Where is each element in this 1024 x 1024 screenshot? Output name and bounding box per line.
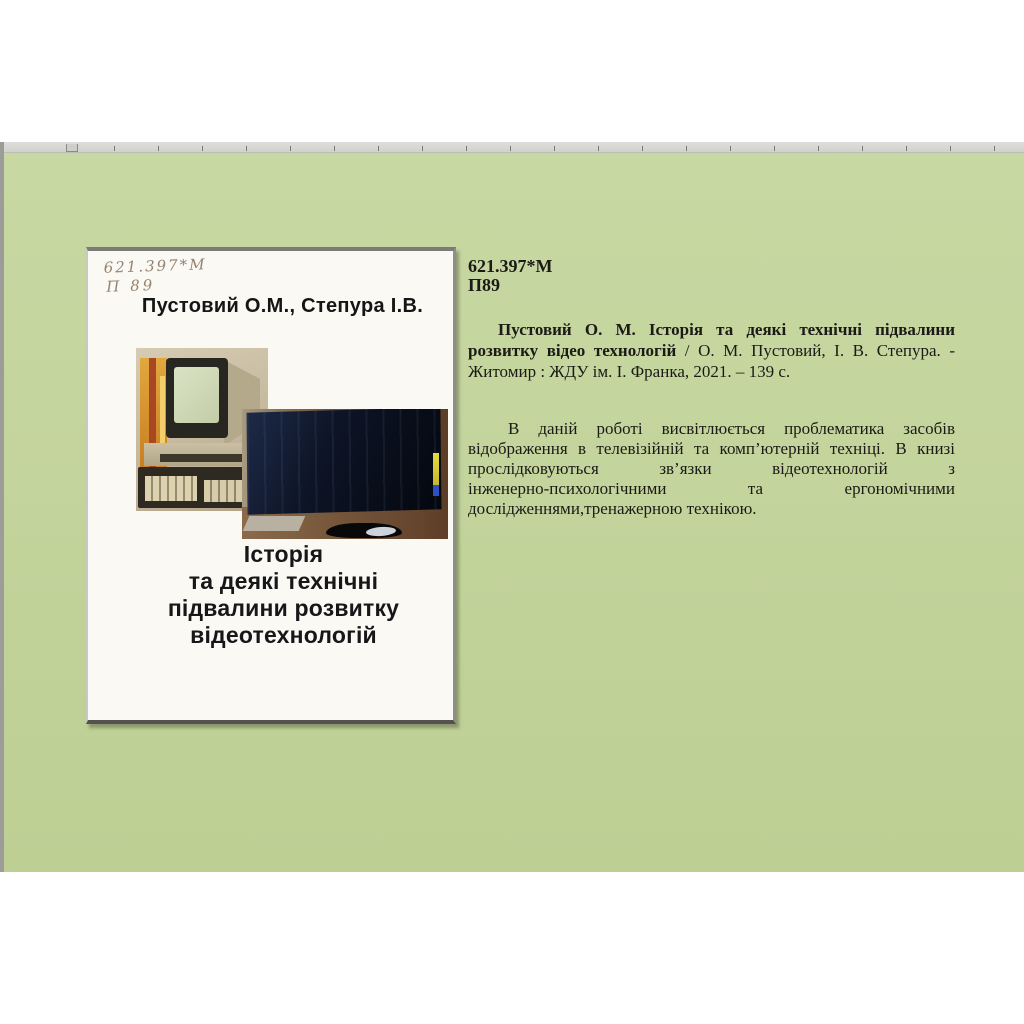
cover-title-line: підвалини розвитку (167, 595, 400, 621)
annotation-line: відображення в телевізійній та комп’ютерній техніці. В книзі (468, 439, 955, 458)
handwritten-cutter: П 89 (106, 276, 156, 296)
crt-monitor-shape (166, 358, 228, 438)
keyboard-shape (243, 516, 306, 531)
ruler-indent-marker[interactable] (66, 144, 78, 152)
blue-strip-shape (433, 485, 439, 496)
cover-title-line: відеотехнологій (190, 622, 377, 648)
annotation-line: дослідженнями,тренажерною технікою. (468, 499, 757, 518)
horizontal-ruler (0, 142, 1024, 153)
unit-slot-shape (160, 454, 246, 462)
cutter-number: П89 (468, 275, 501, 295)
cover-authors: Пустовий О.М., Степура І.В. (141, 295, 424, 317)
keypad-block-shape (145, 476, 197, 501)
classmark: 621.397*М (468, 256, 553, 276)
stand-glint-shape (366, 526, 397, 537)
handwritten-classmark: 621.397*М (103, 255, 207, 277)
monitor-stand-shape (326, 523, 402, 538)
citation-line (468, 340, 955, 361)
citation-paragraph (468, 319, 955, 382)
cover-title-line: та деякі технічні (188, 568, 379, 594)
annotation-line: інженерно-психологічними та ергономічними (468, 479, 955, 498)
citation-line: Пустовий О. М. Історія та деякі технічні підвалини (498, 320, 955, 339)
citation-line: Житомир : ЖДУ ім. І. Франка, 2021. – 139 с. (468, 362, 791, 381)
citation-title-bold: розвитку відео технологій (468, 341, 677, 360)
book-cover (86, 247, 456, 724)
citation-authors: / О. М. Пустовий, І. В. Степура. - (676, 341, 955, 360)
annotation-line: В даній роботі висвітлюється проблематика засобів (508, 419, 955, 438)
flat-screen-shape (247, 409, 442, 515)
ruler-ticks (71, 146, 1021, 151)
annotation-line: прослідковуються зв’язки відеотехнологій з (468, 459, 955, 478)
cover-title (88, 541, 453, 649)
handwritten-shelf-mark (103, 255, 207, 297)
bibliographic-description (468, 257, 955, 519)
cover-title-line: Історія (243, 541, 324, 567)
screen-reflection-streaks (247, 409, 442, 515)
annotation-paragraph (468, 419, 955, 519)
flat-monitor-photo (242, 409, 448, 539)
crt-screen-shape (174, 367, 219, 423)
yellow-strip-shape (433, 453, 439, 485)
